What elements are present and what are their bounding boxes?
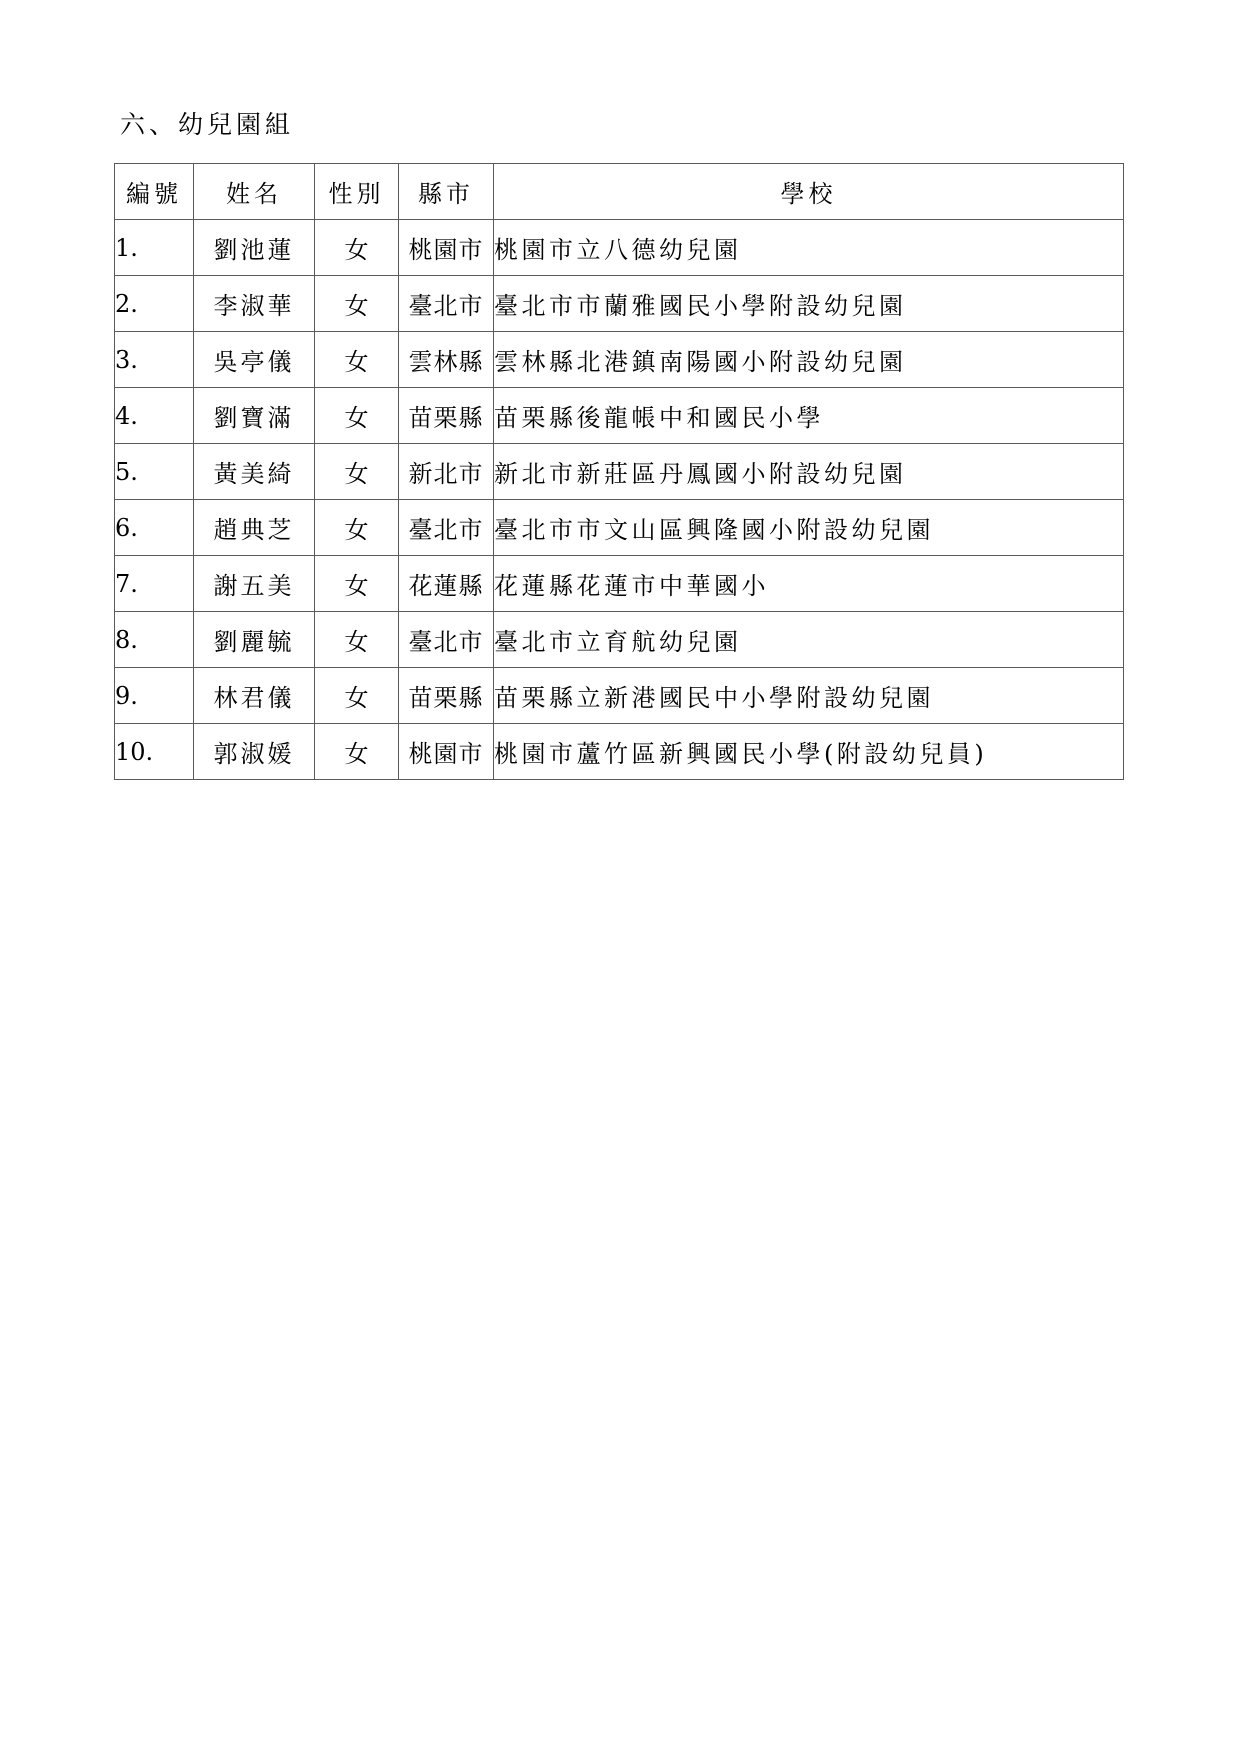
row-gender: 女 — [315, 724, 399, 780]
table-row — [115, 444, 1124, 500]
row-name: 謝五美 — [194, 556, 315, 612]
table-row — [115, 612, 1124, 668]
row-gender: 女 — [315, 556, 399, 612]
row-number: 5. — [115, 444, 194, 500]
row-school: 桃園市蘆竹區新興國民小學(附設幼兒員) — [494, 724, 1124, 780]
row-gender: 女 — [315, 612, 399, 668]
row-city: 桃園市 — [399, 220, 494, 276]
table-row — [115, 724, 1124, 780]
row-name: 劉麗毓 — [194, 612, 315, 668]
table-row — [115, 668, 1124, 724]
row-school: 苗栗縣後龍帳中和國民小學 — [494, 388, 1124, 444]
row-gender: 女 — [315, 388, 399, 444]
row-city: 臺北市 — [399, 276, 494, 332]
header-city: 縣市 — [399, 164, 494, 220]
table-header-row — [115, 164, 1124, 220]
row-number: 10. — [115, 724, 194, 780]
section-title: 六、幼兒園組 — [120, 110, 295, 139]
row-gender: 女 — [315, 276, 399, 332]
table-row — [115, 556, 1124, 612]
row-school: 臺北市市蘭雅國民小學附設幼兒園 — [494, 276, 1124, 332]
header-school: 學校 — [494, 164, 1124, 220]
row-school: 花蓮縣花蓮市中華國小 — [494, 556, 1124, 612]
row-city: 新北市 — [399, 444, 494, 500]
row-gender: 女 — [315, 220, 399, 276]
row-city: 苗栗縣 — [399, 388, 494, 444]
row-name: 黃美綺 — [194, 444, 315, 500]
row-school: 雲林縣北港鎮南陽國小附設幼兒園 — [494, 332, 1124, 388]
header-number: 編號 — [115, 164, 194, 220]
table-row — [115, 500, 1124, 556]
row-name: 趙典芝 — [194, 500, 315, 556]
row-gender: 女 — [315, 500, 399, 556]
row-gender: 女 — [315, 332, 399, 388]
table-row — [115, 276, 1124, 332]
row-number: 6. — [115, 500, 194, 556]
table-row — [115, 220, 1124, 276]
table-row — [115, 388, 1124, 444]
row-name: 李淑華 — [194, 276, 315, 332]
row-city: 苗栗縣 — [399, 668, 494, 724]
row-name: 郭淑媛 — [194, 724, 315, 780]
row-number: 8. — [115, 612, 194, 668]
header-gender: 性別 — [315, 164, 399, 220]
row-school: 臺北市市文山區興隆國小附設幼兒園 — [494, 500, 1124, 556]
row-city: 臺北市 — [399, 500, 494, 556]
kindergarten-roster-table — [114, 163, 1124, 780]
row-city: 桃園市 — [399, 724, 494, 780]
header-name: 姓名 — [194, 164, 315, 220]
row-number: 2. — [115, 276, 194, 332]
row-school: 苗栗縣立新港國民中小學附設幼兒園 — [494, 668, 1124, 724]
row-number: 3. — [115, 332, 194, 388]
row-city: 花蓮縣 — [399, 556, 494, 612]
row-name: 吳亭儀 — [194, 332, 315, 388]
row-number: 1. — [115, 220, 194, 276]
row-number: 7. — [115, 556, 194, 612]
row-name: 劉池蓮 — [194, 220, 315, 276]
row-school: 臺北市立育航幼兒園 — [494, 612, 1124, 668]
row-gender: 女 — [315, 444, 399, 500]
table-row — [115, 332, 1124, 388]
row-gender: 女 — [315, 668, 399, 724]
row-city: 雲林縣 — [399, 332, 494, 388]
row-number: 9. — [115, 668, 194, 724]
row-school: 桃園市立八德幼兒園 — [494, 220, 1124, 276]
row-school: 新北市新莊區丹鳳國小附設幼兒園 — [494, 444, 1124, 500]
row-name: 劉寶滿 — [194, 388, 315, 444]
row-number: 4. — [115, 388, 194, 444]
row-city: 臺北市 — [399, 612, 494, 668]
row-name: 林君儀 — [194, 668, 315, 724]
